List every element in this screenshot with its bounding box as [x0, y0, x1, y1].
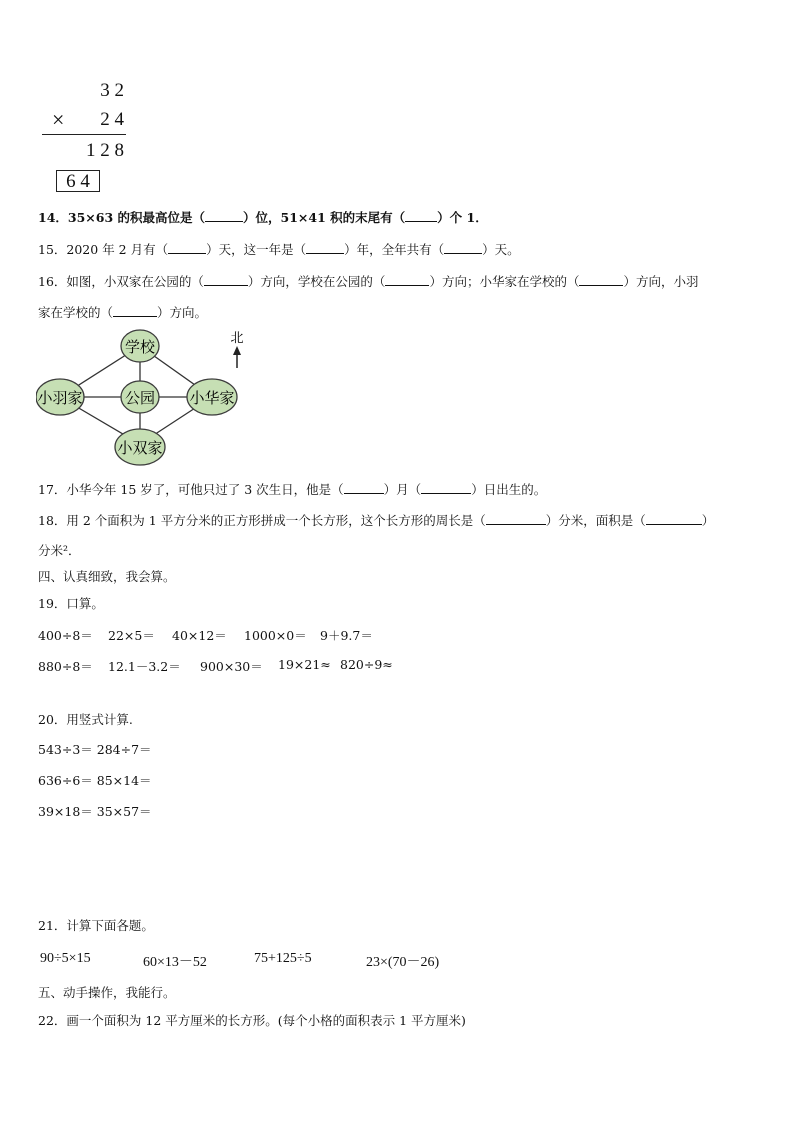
q19-item: 19×21≈ [278, 657, 331, 672]
q21-item: 75+125÷5 [254, 951, 312, 966]
north-arrow-icon [230, 331, 243, 368]
question-21-title: 21．计算下面各题。 [38, 918, 154, 933]
q19-item: 12.1－3.2＝ [108, 659, 181, 674]
q21-item: 23×(70－26) [366, 955, 440, 970]
question-19-title: 19．口算。 [38, 596, 104, 611]
q15-blank-1[interactable] [168, 253, 206, 254]
section-4-heading: 四、认真细致，我会算。 [38, 569, 176, 584]
node-xiaohua-home [187, 379, 237, 415]
q16-text-2: ）方向，学校在公园的（ [247, 274, 386, 289]
q17-blank-2[interactable] [421, 493, 471, 494]
product-rule [42, 134, 126, 135]
q19-item: 400÷8＝ [38, 628, 93, 643]
node-xiaoshuang-home [115, 429, 165, 465]
q15-text-2: ）天，这一年是（ [206, 242, 307, 257]
q17-blank-1[interactable] [344, 493, 384, 494]
q14-blank-2[interactable] [405, 221, 437, 222]
q14-text-3: ）个 1． [437, 210, 488, 225]
q18-text-3: ） [701, 513, 715, 528]
q18-blank-1[interactable] [486, 524, 546, 525]
q15-text-3: ）年，全年共有（ [344, 242, 445, 257]
q21-expressions [40, 951, 480, 971]
q19-item: 22×5＝ [108, 628, 155, 643]
q19-item: 1000×0＝ [244, 628, 307, 643]
q20-row: 636÷6＝ 85×14＝ [38, 773, 152, 788]
node-xiaoyu-home [36, 379, 84, 415]
q16-text-3: ）方向；小华家在学校的（ [429, 274, 580, 289]
q14-blank-1[interactable] [205, 221, 243, 222]
question-15 [38, 240, 520, 258]
q17-text-1: 17．小华今年 15 岁了，可他只过了 3 次生日，他是（ [38, 482, 344, 497]
q18-blank-2[interactable] [646, 524, 702, 525]
q15-text-1: 15．2020 年 2 月有（ [38, 242, 169, 257]
q16-blank-4[interactable] [113, 316, 157, 317]
q17-text-2: ）月（ [383, 482, 422, 497]
q18-text-2: ）分米，面积是（ [545, 513, 646, 528]
times-sign: × [52, 107, 65, 132]
q21-item: 60×13－52 [143, 955, 207, 970]
question-22: 22．画一个面积为 12 平方厘米的长方形。(每个小格的面积表示 1 平方厘米) [38, 1013, 466, 1028]
multiplier: 2 4 [100, 109, 124, 130]
location-map [36, 326, 268, 468]
xiaohua-home-label: 小华家 [189, 389, 235, 407]
school-label: 学校 [124, 338, 156, 356]
xiaoshuang-home-label: 小双家 [117, 439, 163, 457]
q16-blank-2[interactable] [385, 285, 429, 286]
q19-item: 880÷8＝ [38, 659, 93, 674]
q16-text-5: 家在学校的（ [38, 305, 114, 320]
multiplicand: 3 2 [100, 80, 124, 101]
q21-item: 90÷5×15 [40, 951, 91, 966]
question-16 [38, 272, 698, 290]
q16-text-1: 16．如图，小双家在公园的（ [38, 274, 204, 289]
q20-row: 543÷3＝ 284÷7＝ [38, 742, 152, 757]
q19-row-2 [38, 657, 458, 675]
question-18 [38, 511, 714, 529]
q14-text-1: 14．35×63 的积最高位是（ [38, 210, 206, 225]
node-park [121, 381, 159, 413]
q19-item: 820÷9≈ [340, 657, 393, 672]
partial-product-2-box: 6 4 [56, 170, 100, 192]
q20-row: 39×18＝ 35×57＝ [38, 804, 152, 819]
q19-item: 9＋9.7＝ [320, 628, 373, 643]
q16-text-4: ）方向，小羽 [623, 274, 699, 289]
q15-text-4: ）天。 [482, 242, 520, 257]
question-16-line-2 [38, 303, 207, 321]
xiaoyu-home-label: 小羽家 [37, 389, 83, 407]
partial-product-1: 1 2 8 [86, 140, 124, 161]
section-5-heading: 五、动手操作，我能行。 [38, 985, 176, 1000]
q16-blank-1[interactable] [204, 285, 248, 286]
north-label: 北 [230, 331, 244, 346]
q16-blank-3[interactable] [579, 285, 623, 286]
q14-text-2: ）位，51×41 积的末尾有（ [243, 210, 406, 225]
question-14 [38, 208, 488, 226]
q19-item: 40×12＝ [172, 628, 227, 643]
q15-blank-3[interactable] [444, 253, 482, 254]
q17-text-3: ）日出生的。 [471, 482, 547, 497]
q15-blank-2[interactable] [306, 253, 344, 254]
park-label: 公园 [124, 389, 156, 407]
q16-text-6: ）方向。 [157, 305, 208, 320]
q18-text-1: 18．用 2 个面积为 1 平方分米的正方形拼成一个长方形，这个长方形的周长是（ [38, 513, 486, 528]
q19-row-1 [38, 626, 458, 644]
question-18-line-2: 分米²． [38, 543, 81, 558]
question-20-title: 20．用竖式计算. [38, 712, 133, 727]
node-school [121, 330, 159, 362]
q19-item: 900×30＝ [200, 659, 263, 674]
question-17 [38, 480, 546, 498]
